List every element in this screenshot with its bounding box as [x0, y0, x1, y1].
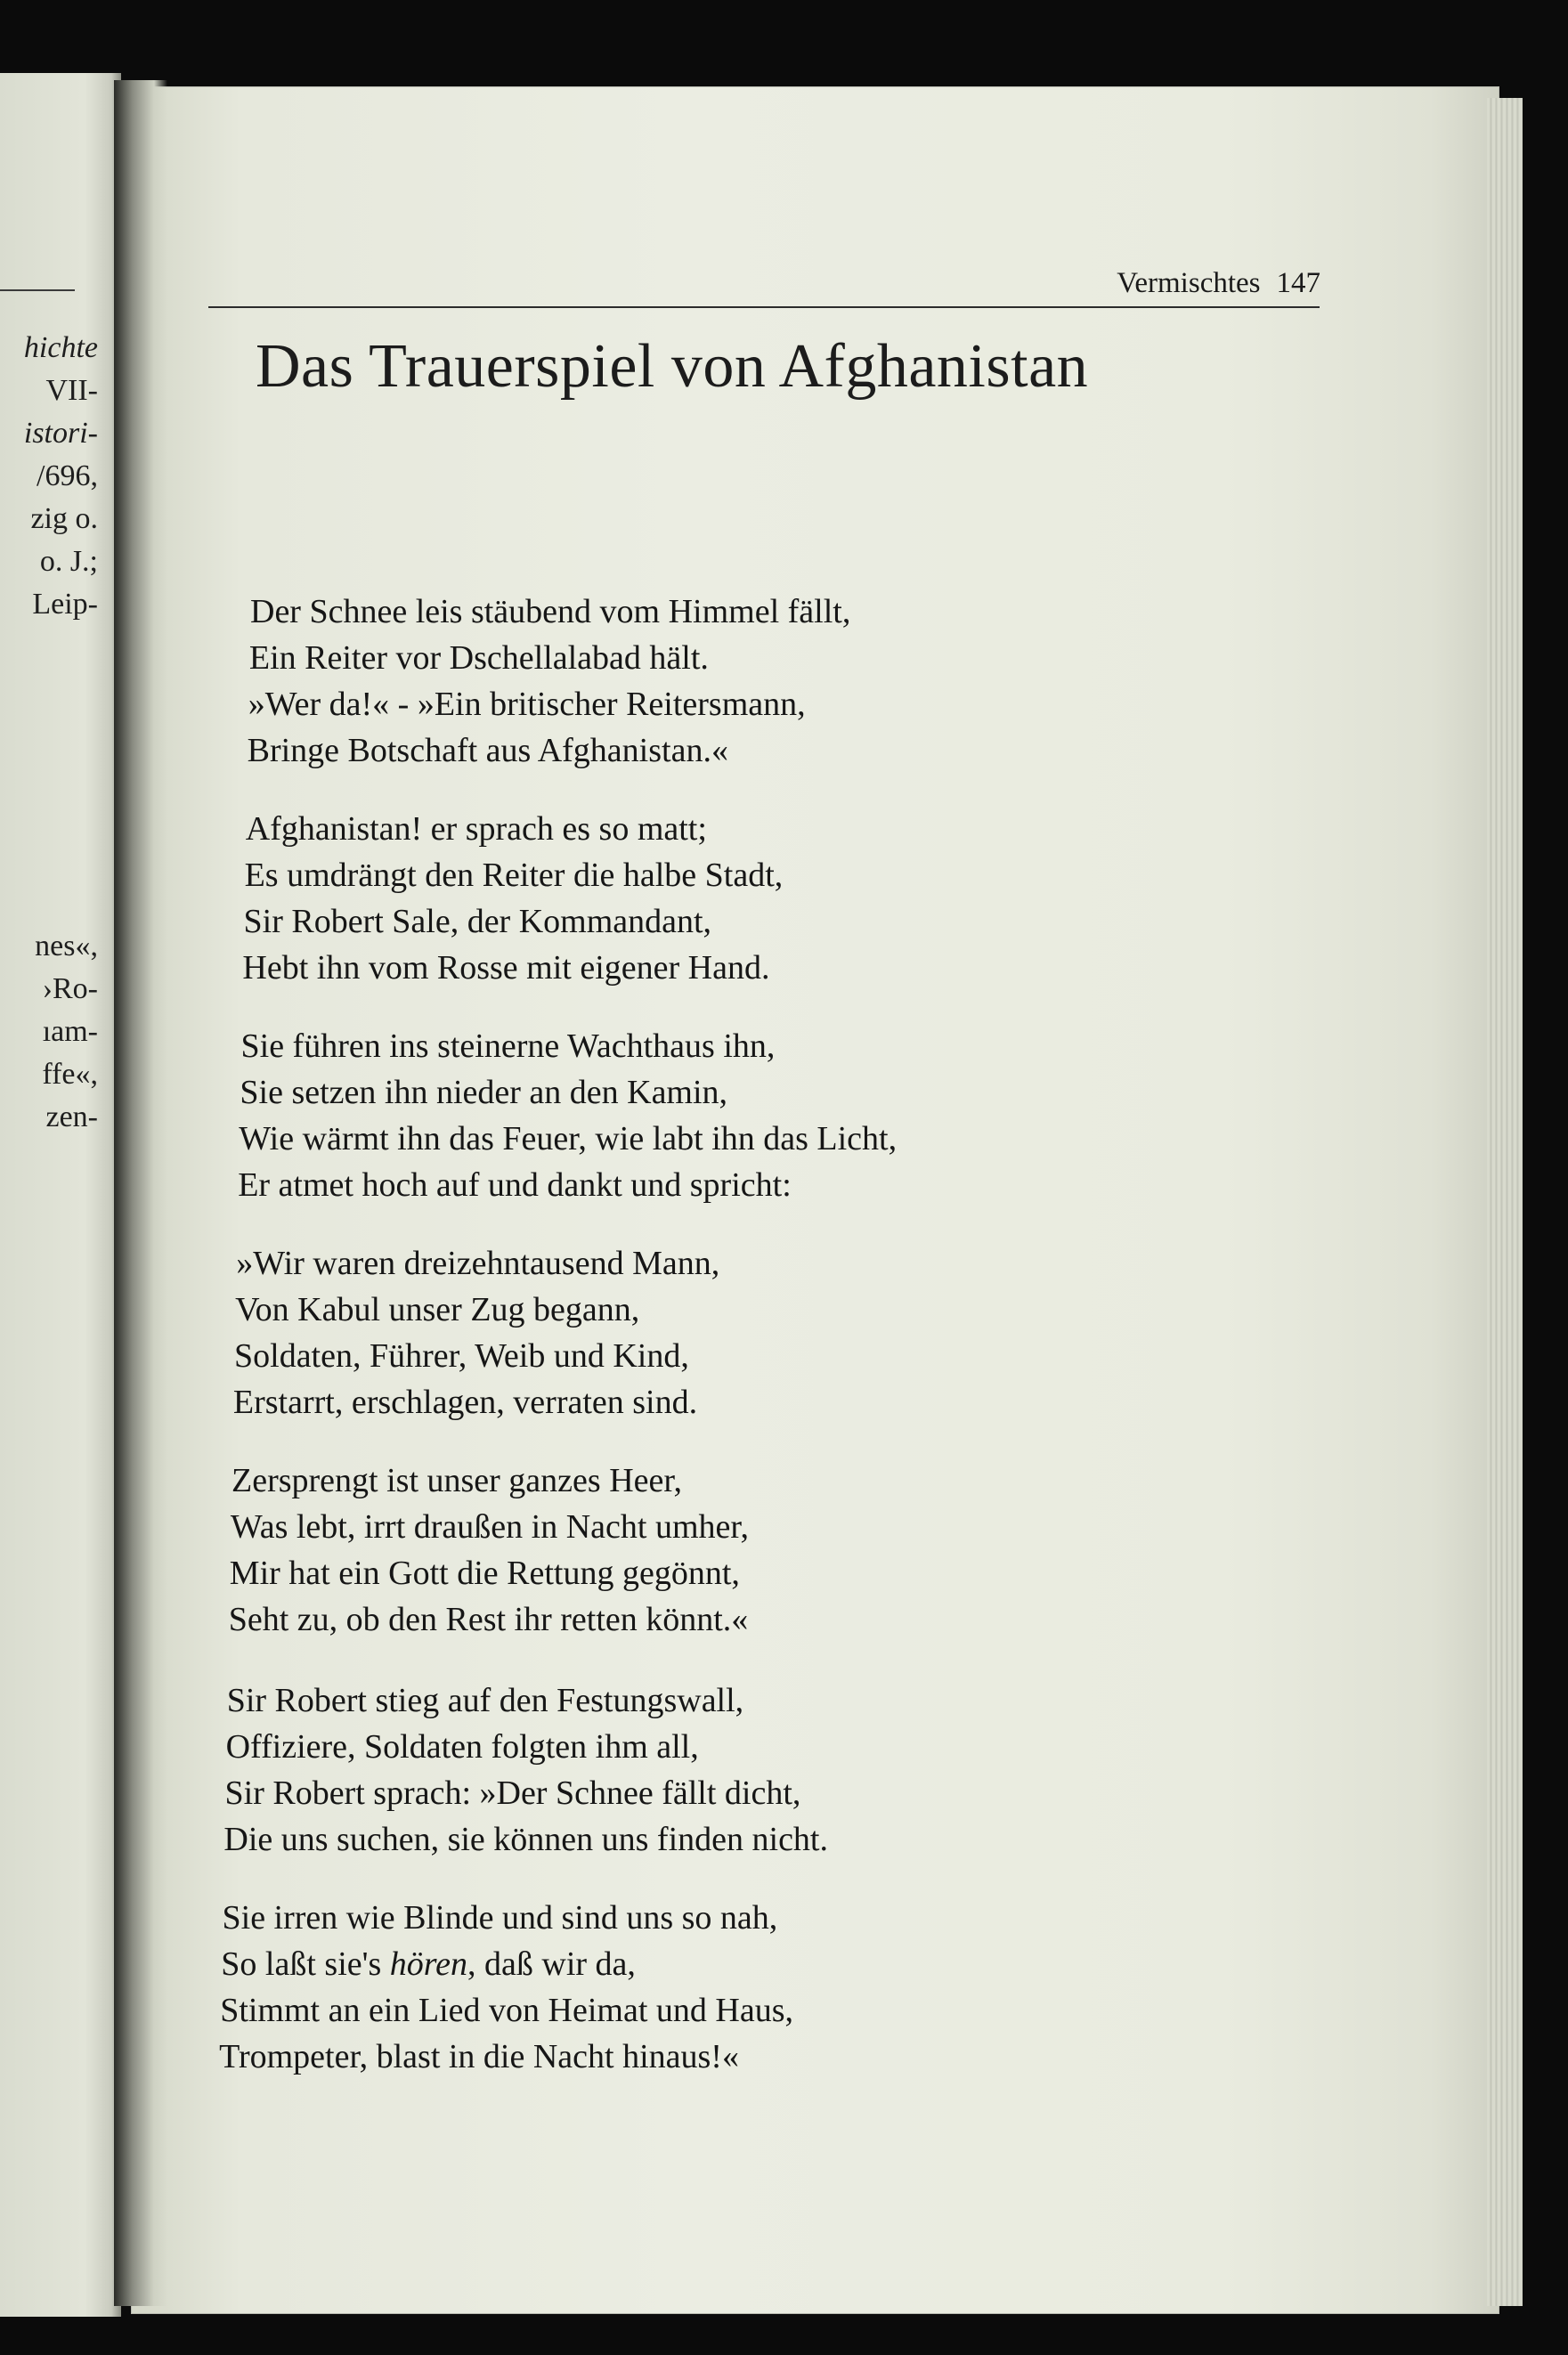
poem-title: Das Trauerspiel von Afghanistan [256, 332, 1089, 401]
verse-line: Afghanistan! er sprach es so matt; [245, 810, 707, 848]
verse-line: Er atmet hoch auf und dankt und spricht: [238, 1166, 792, 1204]
verse-line: Stimmt an ein Lied von Heimat und Haus, [220, 1992, 793, 2029]
verse-line: Offiziere, Soldaten folgten ihm all, [225, 1728, 699, 1766]
verse-line: Sie setzen ihn nieder an den Kamin, [240, 1074, 728, 1111]
previous-page-line: ffe«, [42, 1058, 98, 1091]
verse-line: Mir hat ein Gott die Rettung gegönnt, [229, 1555, 740, 1592]
verse-line: Sie führen ins steinerne Wachthaus ihn, [240, 1027, 776, 1065]
previous-page-line: ıam- [42, 1015, 98, 1048]
previous-page-line: istori- [23, 417, 98, 450]
verse-line: »Wer da!« - »Ein britischer Reitersmann, [248, 686, 806, 723]
verse-line: Seht zu, ob den Rest ihr retten könnt.« [228, 1601, 749, 1638]
previous-page-line: ›Ro- [42, 972, 98, 1005]
verse-line: Hebt ihn vom Rosse mit eigener Hand. [242, 949, 770, 987]
previous-page-line: o. J.; [39, 545, 98, 578]
verse-line: Was lebt, irrt draußen in Nacht umher, [230, 1508, 750, 1546]
verse-line: Der Schnee leis stäubend vom Himmel fällt, [250, 593, 851, 630]
verse-line: Die uns suchen, sie können uns finden nicht. [223, 1821, 828, 1858]
verse-line: Erstarrt, erschlagen, verraten sind. [232, 1384, 698, 1421]
emphasized-word: hören [389, 1945, 468, 1983]
previous-page-line: zig o. [30, 502, 98, 535]
verse-line: Sir Robert stieg auf den Festungswall, [226, 1682, 744, 1719]
page-number: 147 [1276, 267, 1320, 299]
verse-line: Ein Reiter vor Dschellalabad hält. [248, 639, 709, 677]
verse-line: Wie wärmt ihn das Feuer, wie labt ihn das Licht, [239, 1120, 898, 1157]
verse-line: So laßt sie's hören, daß wir da, [221, 1945, 636, 1983]
verse-line: Sir Robert sprach: »Der Schnee fällt dicht, [224, 1774, 801, 1812]
verse-line: Von Kabul unser Zug begann, [235, 1291, 640, 1328]
verse-line: Es umdrängt den Reiter die halbe Stadt, [244, 857, 784, 894]
previous-page-line: hichte [23, 331, 98, 364]
previous-page-line: Leip- [32, 588, 98, 621]
verse-line: Sir Robert Sale, der Kommandant, [243, 903, 712, 940]
previous-page-line: zen- [45, 1100, 98, 1133]
previous-page-line: nes«, [35, 930, 98, 962]
verse-line: Trompeter, blast in die Nacht hinaus!« [219, 2038, 739, 2075]
previous-page-line: VII- [45, 374, 98, 407]
verse-line: Bringe Botschaft aus Afghanistan.« [247, 732, 728, 769]
verse-line: Zersprengt ist unser ganzes Heer, [232, 1462, 683, 1499]
verse-line: »Wir waren dreizehntausend Mann, [236, 1245, 720, 1282]
verse-line: Sie irren wie Blinde und sind uns so nah, [222, 1899, 778, 1937]
verse-line: Soldaten, Führer, Weib und Kind, [234, 1337, 689, 1375]
section-title: Vermischtes [1117, 267, 1261, 299]
previous-page-line: /696, [37, 459, 98, 492]
